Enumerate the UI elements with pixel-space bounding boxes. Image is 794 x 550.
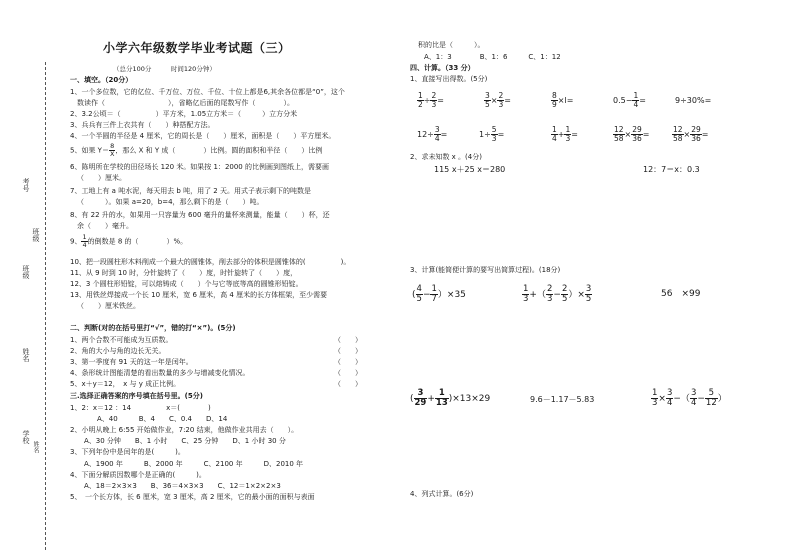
q12: 12、3 个圆柱形铅锭，可以熔铸成（ ）个与它等底等高的圆锥形铅锭。 <box>70 280 303 288</box>
q9-numerator: 1 <box>82 233 87 241</box>
calc-r1c2: $\frac{3}{5}$ × $\frac{2}{3}$ = <box>485 91 511 109</box>
simplify-1: ( $\frac{4}{5}$ − $\frac{1}{7}$ ）×35 <box>412 284 466 304</box>
q5-suffix: ，那么 X 和 Y 成（ ）比例。圆的面积和半径（ ）比例 <box>115 146 323 155</box>
sub4-heading: 4、列式计算。(6分) <box>410 490 474 498</box>
q9 <box>70 234 187 249</box>
judge-paren-4: （ ） <box>334 369 362 377</box>
judge-paren-1: （ ） <box>334 336 362 344</box>
q5-denominator: X <box>109 150 115 158</box>
margin-label-seal: 姓名 <box>32 441 39 453</box>
q1-line2: 数读作（ ），省略亿后面的尾数写作（ ）。 <box>77 99 294 107</box>
calc-r1c1: $\frac{1}{2}$ ÷ $\frac{2}{3}$ = <box>418 91 444 109</box>
judge-item-3: 3、第一季度有 91 天的这一年是闰年。 <box>70 358 193 366</box>
sub1-heading: 1、直接写出得数。(5分) <box>410 75 488 83</box>
simplify-1-tail: ）×35 <box>437 290 466 300</box>
simplify-2: $\frac{1}{3}$ +（ $\frac{2}{3}$ − $\frac{2}{5}$ ）× $\frac{3}{5}$ <box>523 284 592 304</box>
margin-label-exam-no: 考号 <box>22 178 30 192</box>
q4: 4、一个半圆的半径是 4 厘米，它的周长是（ ）厘米，面积是（ ）平方厘米。 <box>70 132 336 140</box>
choice-q4-options: A、18＝2×3×3 B、36＝4×3×3 C、12＝1×2×2×3 <box>84 482 281 490</box>
calc-r2c4: $\frac{12}{58}$ × $\frac{29}{36}$ = <box>614 125 650 143</box>
section2-heading: 二、判断(对的在括号里打“√”，错的打“×”)。(5分) <box>70 324 236 332</box>
calc-r1c3: $\frac{8}{9}$ ×l= <box>552 91 574 109</box>
margin-dashed-line <box>45 62 46 550</box>
simplify-4-tail: ×13×29 <box>452 394 491 404</box>
judge-paren-3: （ ） <box>334 358 362 366</box>
section3-heading: 三.选择正确答案的序号填在括号里。(5分) <box>70 392 203 400</box>
q9-suffix: 的倒数是 8 的（ ）%。 <box>87 237 188 246</box>
simplify-6: $\frac{1}{3}$ × $\frac{3}{4}$ −（ $\frac{3}{4}$ − $\frac{5}{12}$ ） <box>652 388 727 408</box>
choice-q5-options: A、1：3 B、1：6 C、1：12 <box>424 53 561 61</box>
choice-q1: 1、2：x＝12 ：14 x＝( ) <box>70 404 211 412</box>
choice-q3: 3、下列年份中是闰年的是( )。 <box>70 448 185 456</box>
q5-prefix: 5、如果 Y＝ <box>70 146 109 155</box>
q3: 3、兵兵有三件上衣共有（ ）种搭配方法。 <box>70 121 215 129</box>
choice-q3-options: A、1900 年 B、2000 年 C、2100 年 D、2010 年 <box>84 460 304 468</box>
equation-1: 115 x＋25 x＝280 <box>434 165 506 174</box>
q8-line1: 8、有 22 升的水，如果用一只容量为 600 毫升的量杯来测量，能量（ ）杯，还 <box>70 211 330 219</box>
margin-label-school: 学校 <box>22 430 30 444</box>
q13-line2: （ ）厘米铁丝。 <box>77 302 140 310</box>
equation-2: 12：7＝x：0.3 <box>643 165 700 174</box>
exam-meta: （总分100分 时间120分钟） <box>113 65 216 73</box>
calc-r2c2: 1÷ $\frac{5}{3}$ = <box>479 125 505 143</box>
q13-line1: 13、用铁丝焊接成一个长 10 厘米，宽 6 厘米，高 4 厘米的长方体框架，至少需要 <box>70 291 328 299</box>
choice-q1-options: A、40 B、4 C、0.4 D、14 <box>97 415 228 423</box>
calc-r2c5: $\frac{12}{58}$ × $\frac{29}{36}$ = <box>673 125 709 143</box>
binding-margin <box>0 0 66 550</box>
section4-heading: 四、计算。（33 分） <box>410 64 475 72</box>
calc-r2c3: $\frac{1}{4}$ + $\frac{1}{3}$ = <box>552 125 578 143</box>
judge-item-2: 2、角的大小与角的边长无关。 <box>70 347 166 355</box>
choice-q2: 2、小明从晚上 6:55 开始做作业，7:20 结束，他做作业共用去（ ）。 <box>70 426 299 434</box>
margin-label-class-2: 班级 <box>22 265 30 279</box>
margin-label-name: 姓名 <box>22 348 30 362</box>
calc-r1c4: 0.5− $\frac{1}{4}$ = <box>613 91 646 109</box>
q9-denominator: 4 <box>82 241 87 249</box>
simplify-3: 56 ×99 <box>661 289 701 299</box>
sub2-heading: 2、求未知数 x 。(4分) <box>410 153 482 161</box>
q5 <box>70 143 322 158</box>
calc-r2c1: 12÷ $\frac{3}{4}$ = <box>417 125 448 143</box>
q6-line1: 6、陈明所在学校的田径场长 120 米。如果按 1：2000 的比例画到图纸上，需要画 <box>70 163 329 171</box>
judge-paren-5: （ ） <box>334 380 362 388</box>
judge-item-1: 1、两个合数不可能成为互质数。 <box>70 336 173 344</box>
q7-line2: （ ）。如果 a=20，b=4，那么剩下的是（ ）吨。 <box>77 198 264 206</box>
choice-q2-options: A、30 分钟 B、1 小时 C、25 分钟 D、1 小时 30 分 <box>84 437 286 445</box>
q1-line1: 1、一个多位数，它的亿位、千万位、万位、千位、十位上都是6,其余各位都是“0”，这个 <box>70 88 345 96</box>
margin-label-class: 班级 <box>32 228 40 242</box>
calc-r1c5: 9÷30%= <box>675 96 712 105</box>
page-title: 小学六年级数学毕业考试题（三） <box>103 41 291 55</box>
choice-q5: 5、 一个长方体，长 6 厘米，宽 3 厘米，高 2 厘米，它的最小面的面积与表面 <box>70 493 315 501</box>
judge-item-4: 4、条形统计图能清楚的看出数量的多少与增减变化情况。 <box>70 369 250 377</box>
judge-item-5: 5、x＋y＝12， x 与 y 成正比例。 <box>70 380 181 388</box>
q6-line2: （ ）厘米。 <box>77 174 126 182</box>
simplify-4: ( $\frac{3}{29}$ + $\frac{1}{13}$ )×13×29 <box>410 388 491 408</box>
q2: 2、3.2公顷＝（ ）平方米，1.05立方米＝（ ）立方分米 <box>70 110 298 118</box>
section1-heading: 一、填空。（20分） <box>70 76 133 84</box>
q8-line2: 余（ ）毫升。 <box>77 222 133 230</box>
q9-prefix: 9、 <box>70 237 82 246</box>
simplify-5: 9.6－1.17－5.83 <box>530 395 595 404</box>
choice-q4: 4、下面分解质因数哪个是正确的( )。 <box>70 471 206 479</box>
q7-line1: 7、工地上有 a 吨水泥，每天用去 b 吨，用了 2 天。用式子表示剩下的吨数是 <box>70 187 311 195</box>
judge-paren-2: （ ） <box>334 347 362 355</box>
q10: 10、把一段圆柱形木料削成一个最大的圆锥体，削去部分的体积是圆锥体的( )。 <box>70 258 351 266</box>
q5-numerator: 8 <box>110 142 115 150</box>
choice-q5-cont: 积的比是（ ）。 <box>418 41 485 49</box>
sub3-heading: 3、计算(能简便计算的要写出简算过程)。(18分) <box>410 266 561 274</box>
q11: 11、从 9 时到 10 时，分针旋转了（ ）度，时针旋转了（ ）度， <box>70 269 298 277</box>
